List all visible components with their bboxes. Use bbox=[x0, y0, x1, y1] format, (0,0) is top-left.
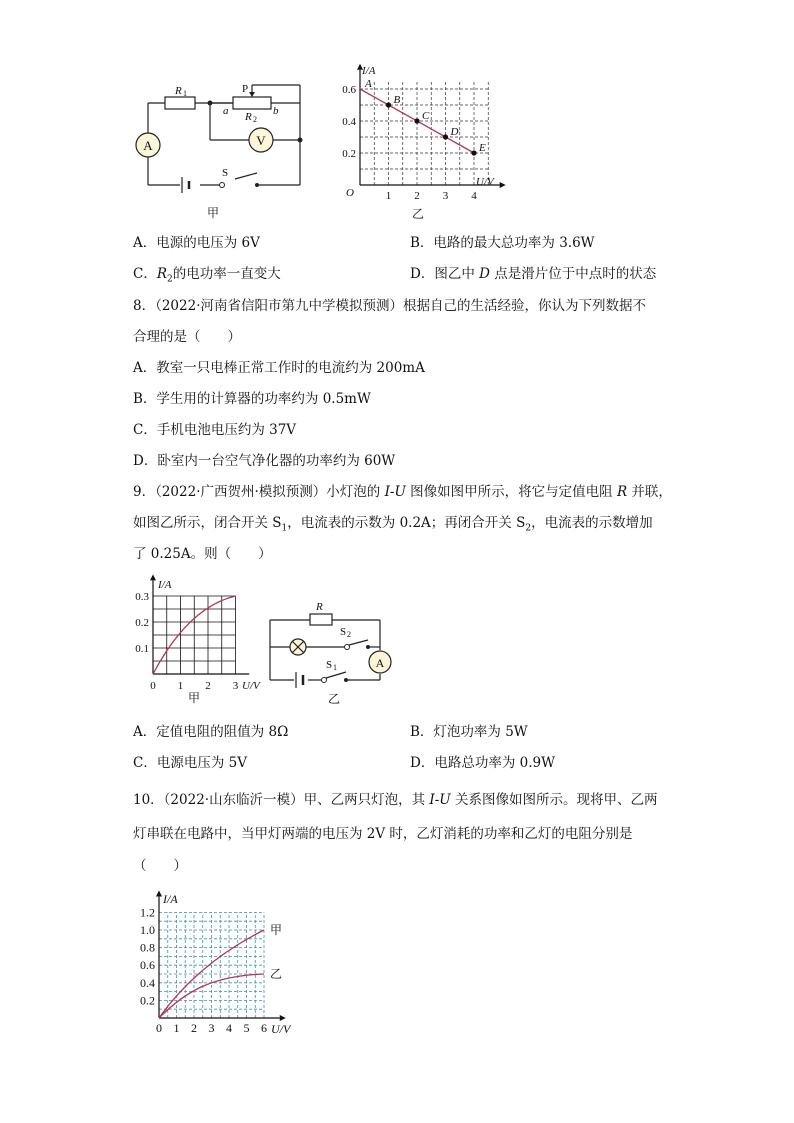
q10-y-tick-label: 1.0 bbox=[140, 923, 155, 937]
q10-y-axis-label: I/A bbox=[163, 892, 178, 906]
q9-option-a[interactable]: A．定值电阻的阻值为 8Ω bbox=[133, 724, 289, 740]
q7-point-label: D bbox=[450, 126, 459, 138]
q10-stem-line2: 灯串联在电路中，当甲灯两端的电压为 2V 时，乙灯消耗的功率和乙灯的电阻分别是 bbox=[133, 826, 633, 842]
q7-data-point bbox=[471, 150, 476, 155]
q7-data-point bbox=[443, 134, 448, 139]
q9-x-tick-label: 0 bbox=[150, 680, 156, 692]
q10-x-axis-label: U/V bbox=[271, 1022, 291, 1036]
q9-y-tick-label: 0.2 bbox=[135, 617, 149, 629]
q9-circuit-yi bbox=[262, 595, 402, 710]
q9-stem-line2-a: 如图乙所示，闭合开关 S bbox=[133, 515, 282, 531]
q9-stem-line1-a: 9．（2022·广西贺州·模拟预测）小灯泡的 bbox=[133, 484, 385, 500]
q10-y-tick-label: 0.4 bbox=[140, 975, 155, 990]
q7-option-d-symbol: D bbox=[479, 266, 490, 282]
q9-option-d[interactable]: D．电路总功率为 0.9W bbox=[410, 755, 555, 771]
q9-stem-line3: 了 0.25A。则（ ） bbox=[133, 546, 272, 562]
q10-x-tick-label: 3 bbox=[208, 1021, 215, 1035]
q7-a-label: a bbox=[223, 105, 229, 117]
q10-x-tick-label: 6 bbox=[261, 1021, 267, 1035]
q10-x-tick-label: 2 bbox=[191, 1021, 197, 1035]
q9-y-axis-label: I/A bbox=[158, 579, 172, 591]
q7-caption-yi: 乙 bbox=[411, 207, 425, 221]
q8-option-a[interactable]: A．教室一只电棒正常工作时的电流约为 200mA bbox=[133, 360, 425, 376]
q10-y-tick-label: 0.2 bbox=[140, 993, 155, 1008]
q9-stem-line1-r: R bbox=[616, 484, 628, 500]
q8-stem-line1: 8．（2022·河南省信阳市第九中学模拟预测）根据自己的生活经验，你认为下列数据不 bbox=[133, 298, 646, 314]
q7-option-d-rest: 点是滑片位于中点时的状态 bbox=[489, 266, 657, 282]
q7-p-label: P bbox=[242, 83, 249, 95]
q7-x-tick-label: 1 bbox=[385, 190, 392, 202]
q7-x-tick-label: 4 bbox=[471, 190, 477, 202]
q10-y-tick-label: 0.8 bbox=[140, 940, 155, 955]
q7-origin-label: O bbox=[346, 187, 354, 199]
q7-y-tick-label: 0.2 bbox=[342, 148, 356, 160]
q9-stem-line1-iu: I-U bbox=[384, 484, 406, 500]
q8-option-c[interactable]: C．手机电池电压约为 37V bbox=[133, 422, 297, 438]
q10-y-tick-label: 0.6 bbox=[140, 958, 155, 973]
q9-graph-jia bbox=[128, 574, 268, 709]
q7-option-c-prefix: C． bbox=[133, 266, 157, 282]
q7-point-label: B bbox=[393, 94, 401, 106]
q10-series-label-yi: 乙 bbox=[270, 967, 283, 981]
q7-circuit-jia bbox=[125, 75, 315, 225]
q9-s2-label: S bbox=[340, 626, 347, 638]
q10-stem-line1-a: 10．（2022·山东临沂一模）甲、乙两只灯泡，其 bbox=[133, 792, 430, 808]
q7-r2-label: R bbox=[245, 111, 252, 123]
q7-option-a[interactable]: A．电源的电压为 6V bbox=[133, 235, 260, 251]
q10-graph bbox=[125, 885, 305, 1040]
q9-s2-sub: 2 bbox=[347, 630, 351, 639]
q10-series-label-jia: 甲 bbox=[270, 923, 283, 937]
q8-option-d[interactable]: D．卧室内一台空气净化器的功率约为 60W bbox=[133, 453, 396, 469]
q9-stem-line2-b: ，电流表的示数为 0.2A；再闭合开关 S bbox=[287, 515, 526, 531]
q10-stem-line1 bbox=[133, 791, 657, 809]
q7-option-c[interactable] bbox=[133, 265, 281, 289]
q9-option-c[interactable]: C．电源电压为 5V bbox=[133, 755, 247, 771]
q8-stem-line2: 合理的是（ ） bbox=[133, 329, 241, 345]
q9-r-label: R bbox=[316, 601, 323, 613]
q10-x-tick-label: 5 bbox=[243, 1021, 250, 1035]
q9-s1-label: S bbox=[326, 659, 333, 671]
q7-option-d[interactable] bbox=[410, 265, 656, 283]
q7-x-axis-label: U/V bbox=[476, 176, 494, 188]
q7-data-point bbox=[386, 102, 391, 107]
q10-stem-line1-b: 关系图像如图所示。现将甲、乙两 bbox=[450, 792, 658, 808]
q7-y-axis-label: I/A bbox=[362, 65, 376, 77]
q7-x-arrow bbox=[500, 182, 506, 188]
q7-x-tick-label: 3 bbox=[442, 190, 449, 202]
q7-switch-label: S bbox=[222, 167, 229, 179]
q9-x-axis-label: U/V bbox=[242, 680, 260, 692]
q7-caption-jia: 甲 bbox=[206, 206, 220, 220]
q9-s1-sub: 1 bbox=[333, 663, 337, 672]
q9-stem-line2-s2: 2 bbox=[525, 523, 532, 534]
q7-option-b[interactable]: B．电路的最大总功率为 3.6W bbox=[410, 235, 595, 251]
q7-data-point bbox=[414, 118, 419, 123]
q7-graph-yi bbox=[330, 60, 510, 225]
q10-stem-line3: （ ） bbox=[133, 858, 187, 874]
q10-stem-line1-iu: I-U bbox=[429, 792, 451, 808]
q7-r1-sub: 1 bbox=[183, 89, 187, 98]
q9-y-tick-label: 0.1 bbox=[135, 643, 149, 655]
q7-ammeter-label: A bbox=[143, 138, 153, 153]
q9-caption-yi: 乙 bbox=[327, 692, 341, 706]
q7-b-label: b bbox=[273, 105, 279, 117]
q8-option-b[interactable]: B．学生用的计算器的功率约为 0.5mW bbox=[133, 391, 371, 407]
q9-caption-jia: 甲 bbox=[187, 691, 201, 705]
q9-x-tick-label: 1 bbox=[177, 680, 184, 692]
q9-ammeter-label: A bbox=[375, 656, 385, 670]
q7-point-label: E bbox=[479, 142, 486, 154]
q9-option-b[interactable]: B．灯泡功率为 5W bbox=[410, 724, 528, 740]
q7-voltmeter-label: V bbox=[256, 133, 266, 148]
q10-x-tick-label: 0 bbox=[156, 1021, 162, 1035]
q9-stem-line2-c: ，电流表的示数增加 bbox=[531, 515, 653, 531]
q10-y-tick-label: 1.2 bbox=[140, 905, 155, 920]
q10-x-arrow bbox=[280, 1015, 286, 1021]
q9-stem-line1-c: 并联， bbox=[627, 484, 672, 500]
q7-option-c-rest: 的电功率一直变大 bbox=[172, 266, 281, 282]
q7-option-c-subscript: 2 bbox=[167, 274, 173, 285]
q9-stem-line2-s1: 1 bbox=[281, 523, 288, 534]
q9-x-tick-label: 2 bbox=[205, 680, 211, 692]
q10-y-arrow bbox=[156, 891, 162, 897]
q9-y-tick-label: 0.3 bbox=[135, 591, 149, 603]
q7-point-label: A bbox=[365, 78, 372, 90]
q9-stem-line1-b: 图像如图甲所示，将它与定值电阻 bbox=[405, 484, 617, 500]
q7-x-tick-label: 2 bbox=[414, 190, 420, 202]
q7-option-d-prefix: D．图乙中 bbox=[410, 266, 480, 282]
q7-y-tick-label: 0.6 bbox=[342, 84, 356, 96]
q7-point-label: C bbox=[422, 110, 430, 122]
q10-x-tick-label: 4 bbox=[226, 1021, 232, 1035]
q9-stem-line2 bbox=[133, 514, 653, 538]
q7-y-tick-label: 0.4 bbox=[342, 116, 356, 128]
q7-r2-sub: 2 bbox=[253, 115, 257, 124]
q10-x-tick-label: 1 bbox=[173, 1021, 180, 1035]
q9-y-arrow bbox=[150, 574, 156, 580]
q9-x-tick-label: 3 bbox=[232, 680, 239, 692]
q7-r1-label: R bbox=[175, 85, 182, 97]
q7-option-c-symbol: R bbox=[156, 266, 168, 282]
q9-stem-line1 bbox=[133, 483, 672, 501]
